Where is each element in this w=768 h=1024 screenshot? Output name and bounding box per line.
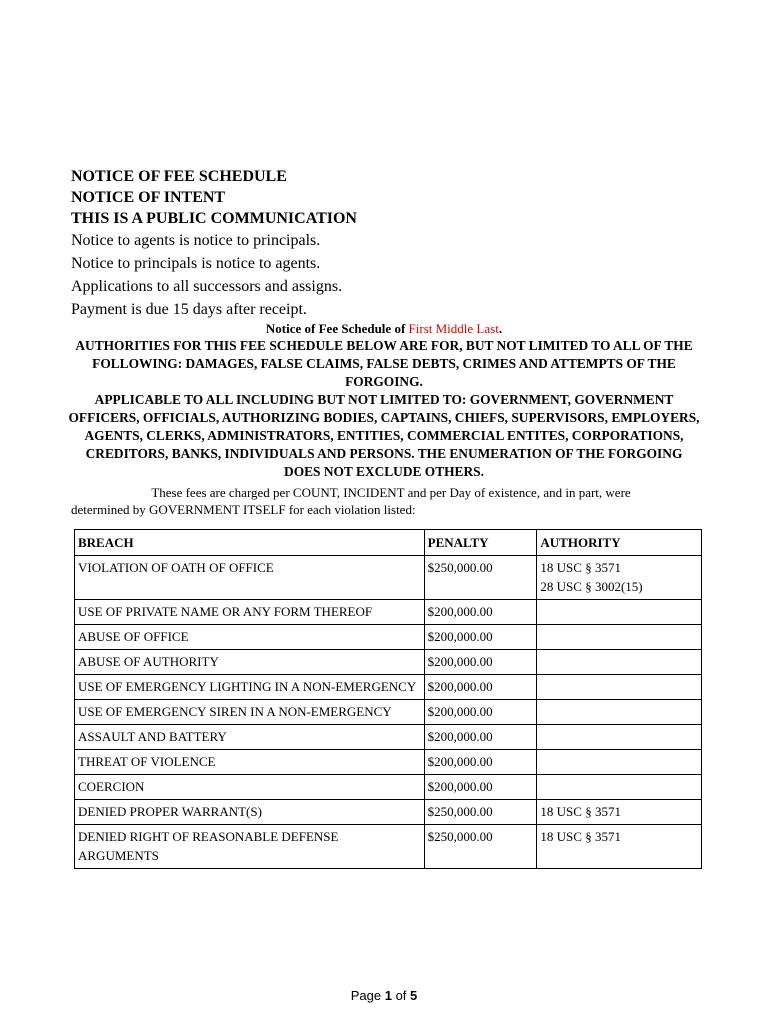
table-row <box>75 675 702 700</box>
column-header-penalty: PENALTY <box>424 530 537 556</box>
authority-cell <box>537 625 702 650</box>
authority-citation: 18 USC § 3571 <box>540 560 621 575</box>
authority-cell <box>537 650 702 675</box>
page-word: Page <box>350 988 382 1003</box>
column-header-breach: BREACH <box>75 530 425 556</box>
table-row <box>75 725 702 750</box>
of-word: of <box>395 988 407 1003</box>
penalty-cell: $200,000.00 <box>424 650 537 675</box>
penalty-cell: $250,000.00 <box>424 800 537 825</box>
penalty-cell: $250,000.00 <box>424 556 537 600</box>
notice-line: Payment is due 15 days after receipt. <box>71 301 307 318</box>
breach-cell: THREAT OF VIOLENCE <box>75 750 425 775</box>
table-row <box>75 600 702 625</box>
intro-paragraph <box>71 484 711 518</box>
authority-citation: 28 USC § 3002(15) <box>540 579 643 594</box>
authority-cell <box>537 825 702 869</box>
breach-cell: DENIED RIGHT OF REASONABLE DEFENSE ARGUMENTS <box>75 825 425 869</box>
heading-intent: NOTICE OF INTENT <box>71 189 226 206</box>
penalty-cell: $200,000.00 <box>424 775 537 800</box>
schedule-title <box>66 320 702 337</box>
breach-cell: VIOLATION OF OATH OF OFFICE <box>75 556 425 600</box>
fee-table <box>74 529 702 869</box>
schedule-title-prefix: Notice of Fee Schedule of <box>265 321 409 336</box>
column-header-authority: AUTHORITY <box>537 530 702 556</box>
penalty-cell: $200,000.00 <box>424 725 537 750</box>
authority-cell <box>537 556 702 600</box>
table-row <box>75 800 702 825</box>
authorities-paragraph: AUTHORITIES FOR THIS FEE SCHEDULE BELOW ARE FOR, BUT NOT LIMITED TO ALL OF THE FOLLOWING: DAMAGES, FALSE CLAIMS, FALSE DEBTS, CRIMES AND ATTEMPTS OF THE FORGOING. <box>75 338 693 389</box>
table-row <box>75 775 702 800</box>
authority-cell <box>537 725 702 750</box>
penalty-cell: $200,000.00 <box>424 750 537 775</box>
breach-cell: ASSAULT AND BATTERY <box>75 725 425 750</box>
penalty-cell: $250,000.00 <box>424 825 537 869</box>
authority-cell <box>537 750 702 775</box>
table-header-row <box>75 530 702 556</box>
table-row <box>75 650 702 675</box>
table-row <box>75 750 702 775</box>
authority-cell <box>537 700 702 725</box>
breach-cell: ABUSE OF OFFICE <box>75 625 425 650</box>
penalty-cell: $200,000.00 <box>424 675 537 700</box>
schedule-title-suffix: . <box>498 321 503 336</box>
total-page-count: 5 <box>410 988 418 1003</box>
table-row <box>75 625 702 650</box>
heading-public-communication: THIS IS A PUBLIC COMMUNICATION <box>71 210 357 227</box>
intro-line: These fees are charged per COUNT, INCIDENT and per Day of existence, and in part, were <box>151 485 631 500</box>
principal-name: First Middle Last <box>408 321 499 336</box>
authority-cell <box>537 600 702 625</box>
applicable-paragraph: APPLICABLE TO ALL INCLUDING BUT NOT LIMITED TO: GOVERNMENT, GOVERNMENT OFFICERS, OFFICIALS, AUTHORIZING BODIES, CAPTAINS, CHIEFS, SUPERVISORS, EMPLOYERS, AGENTS, CLERKS, ADMINISTRATORS, ENTITIES, COMMERCIAL ENTITES, CORPORATIONS, CREDITORS, BANKS, INDIVIDUALS AND PERSONS. THE ENUMERATION OF THE FORGOING DOES NOT EXCLUDE OTHERS. <box>68 392 700 479</box>
breach-cell: USE OF PRIVATE NAME OR ANY FORM THEREOF <box>75 600 425 625</box>
notice-line: Notice to agents is notice to principals. <box>71 232 321 249</box>
penalty-cell: $200,000.00 <box>424 600 537 625</box>
breach-cell: ABUSE OF AUTHORITY <box>75 650 425 675</box>
authority-citation: 18 USC § 3571 <box>540 804 621 819</box>
table-row <box>75 700 702 725</box>
header-block <box>71 166 711 321</box>
penalty-cell: $200,000.00 <box>424 625 537 650</box>
table-row <box>75 825 702 869</box>
heading-fee-schedule: NOTICE OF FEE SCHEDULE <box>71 168 287 185</box>
breach-cell: DENIED PROPER WARRANT(S) <box>75 800 425 825</box>
table-row <box>75 556 702 600</box>
notice-line: Applications to all successors and assigns. <box>71 278 343 295</box>
authority-cell <box>537 800 702 825</box>
notice-line: Notice to principals is notice to agents. <box>71 255 321 272</box>
breach-cell: USE OF EMERGENCY LIGHTING IN A NON-EMERGENCY <box>75 675 425 700</box>
authorities-block <box>66 320 702 481</box>
penalty-cell: $200,000.00 <box>424 700 537 725</box>
authority-cell <box>537 775 702 800</box>
breach-cell: USE OF EMERGENCY SIREN IN A NON-EMERGENCY <box>75 700 425 725</box>
breach-cell: COERCION <box>75 775 425 800</box>
page-footer <box>0 988 768 1003</box>
authority-cell <box>537 675 702 700</box>
authority-citation: 18 USC § 3571 <box>540 829 621 844</box>
current-page-number: 1 <box>384 988 392 1003</box>
intro-line: determined by GOVERNMENT ITSELF for each violation listed: <box>71 502 416 517</box>
